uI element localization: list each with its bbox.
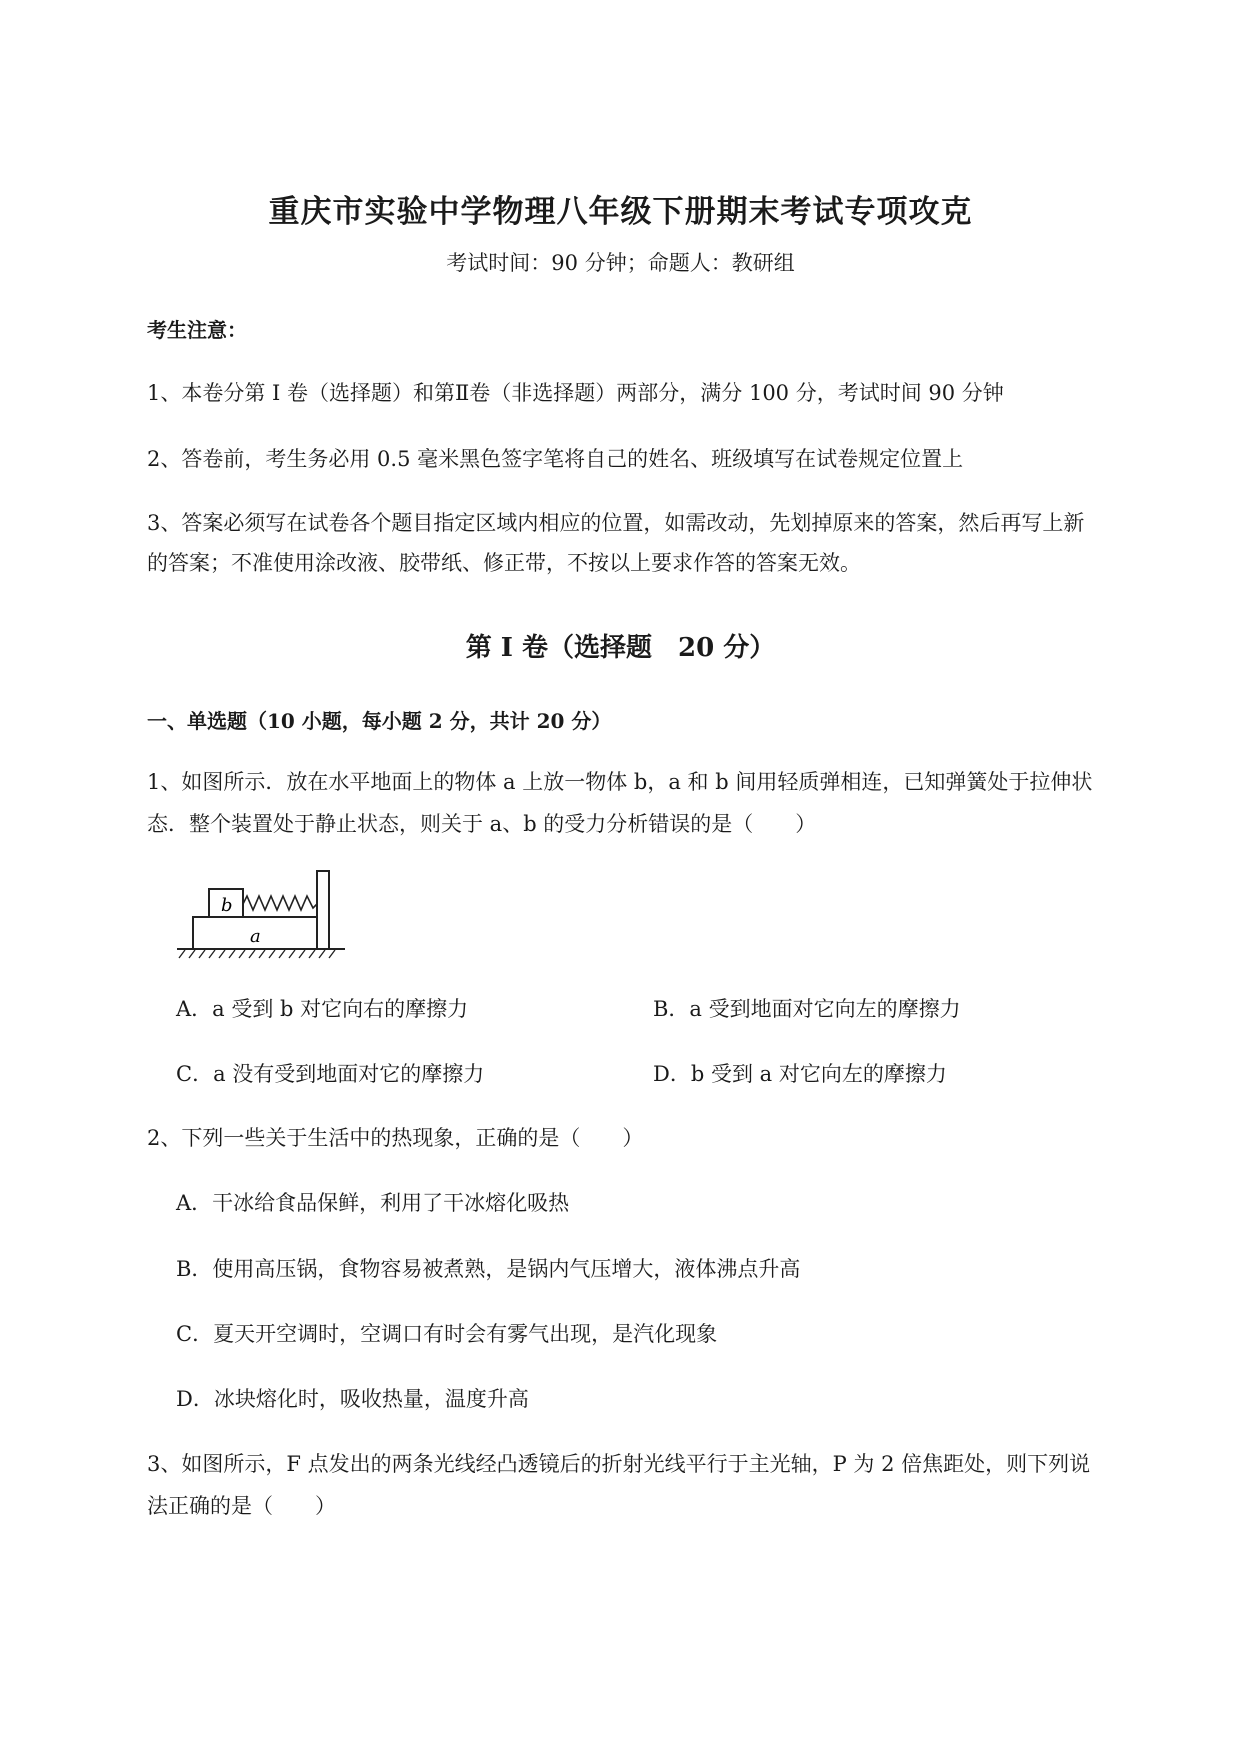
section-heading: 一、单选题（10 小题，每小题 2 分，共计 20 分） <box>147 709 612 733</box>
exam-subtitle: 考试时间：90 分钟；命题人：教研组 <box>446 251 795 275</box>
question-2-option-c[interactable]: C．夏天开空调时，空调口有时会有雾气出现，是汽化现象 <box>176 1322 718 1346</box>
notice-item-3: 3、答案必须写在试卷各个题目指定区域内相应的位置，如需改动，先划掉原来的答案，然后再写上新 <box>147 511 1085 535</box>
notice-item-3-cont: 的答案；不准使用涂改液、胶带纸、修正带，不按以上要求作答的答案无效。 <box>147 551 861 575</box>
question-1-option-b[interactable]: B．a 受到地面对它向左的摩擦力 <box>653 997 961 1021</box>
block-a-wall <box>317 871 329 949</box>
question-2-option-b[interactable]: B．使用高压锅，食物容易被煮熟，是锅内气压增大，液体沸点升高 <box>176 1257 801 1281</box>
question-2-line-1: 2、下列一些关于生活中的热现象，正确的是（ ） <box>147 1126 644 1150</box>
question-2-option-d[interactable]: D．冰块熔化时，吸收热量，温度升高 <box>176 1387 529 1411</box>
notice-item-2: 2、答卷前，考生务必用 0.5 毫米黑色签字笔将自己的姓名、班级填写在试卷规定位置上 <box>147 447 964 471</box>
exam-title: 重庆市实验中学物理八年级下册期末考试专项攻克 <box>268 194 973 230</box>
question-1-line-1: 1、如图所示．放在水平地面上的物体 a 上放一物体 b，a 和 b 间用轻质弹相连，已知弹簧处于拉伸状 <box>147 770 1093 794</box>
spring-block-figure <box>175 868 350 960</box>
question-3-line-2: 法正确的是（ ） <box>147 1494 336 1518</box>
ground-hatching <box>179 950 335 958</box>
block-a-label: a <box>250 926 261 947</box>
question-2-option-a[interactable]: A．干冰给食品保鲜，利用了干冰熔化吸热 <box>176 1191 570 1215</box>
question-1-option-c[interactable]: C．a 没有受到地面对它的摩擦力 <box>176 1062 485 1086</box>
question-1-option-a[interactable]: A．a 受到 b 对它向右的摩擦力 <box>176 997 469 1021</box>
part1-heading: 第 I 卷（选择题 20 分） <box>465 633 776 663</box>
question-1-line-2: 态．整个装置处于静止状态，则关于 a、b 的受力分析错误的是（ ） <box>147 812 817 836</box>
block-b-label: b <box>221 895 233 916</box>
question-1-option-d[interactable]: D．b 受到 a 对它向左的摩擦力 <box>653 1062 947 1086</box>
spring <box>243 896 317 910</box>
notice-item-1: 1、本卷分第 I 卷（选择题）和第Ⅱ卷（非选择题）两部分，满分 100 分，考试时间 90 分钟 <box>147 381 1004 405</box>
notice-heading: 考生注意： <box>147 318 247 342</box>
question-3-line-1: 3、如图所示，F 点发出的两条光线经凸透镜后的折射光线平行于主光轴，P 为 2 倍焦距处，则下列说 <box>147 1452 1091 1476</box>
